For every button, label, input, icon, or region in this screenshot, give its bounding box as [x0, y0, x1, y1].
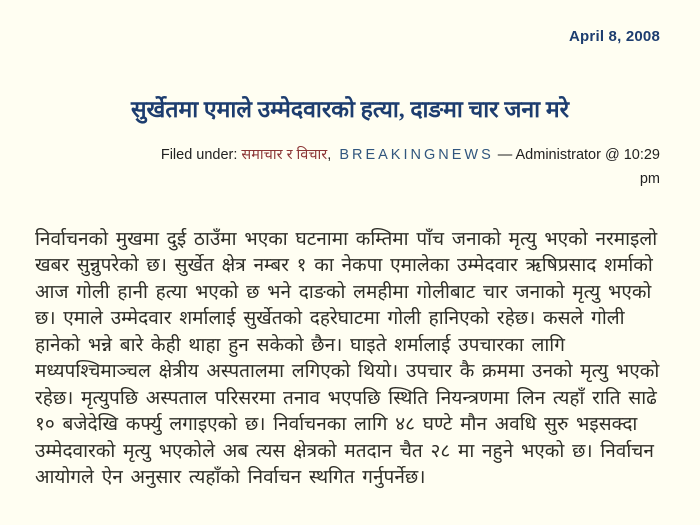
category-link-samachar-ra-bichar[interactable]: समाचार र विचार: [241, 146, 328, 163]
post-date: April 8, 2008: [569, 28, 660, 45]
category-link-breaking-news[interactable]: BREAKINGNEWS: [339, 146, 494, 163]
post-meta: [100, 143, 660, 191]
filed-under-label: Filed under:: [160, 146, 238, 163]
post-title[interactable]: सुर्खेतमा एमाले उम्मेदवारको हत्या, दाङमा चार जना मरे: [130, 97, 570, 122]
post-time-suffix: pm: [639, 170, 660, 187]
post-body-text: निर्वाचनको मुखमा दुई ठाउँमा भएका घटनामा कम्तिमा पाँच जनाको मृत्यु भएको नरमाइलो खबर सुन्नुपरेको छ। सुर्खेत क्षेत्र नम्बर १ का नेकपा एमालेका उम्मेदवार ऋषिप्रसाद शर्माको आज गोली हानी हत्या भएको छ भने दाङको लमहीमा गोलीबाट चार जनाको मृत्यु भएको छ। एमाले उम्मेदवार शर्मालाई सुर्खेतको दहरेघाटमा गोली हानिएको रहेछ। कसले गोली हानेको भन्ने बारे केही थाहा हुन सकेको छैन। घाइते शर्मालाई उपचारका लागि मध्यपश्चिमाञ्चल क्षेत्रीय अस्पतालमा लगिएको थियो। उपचार कै क्रममा उनको मृत्यु भएको रहेछ। मृत्युपछि अस्पताल परिसरमा तनाव भएपछि स्थिति नियन्त्रणमा लिन त्यहाँ राति साढे १० बजेदेखि कर्फ्यु लगाइएको छ। निर्वाचनका लागि ४८ घण्टे मौन अवधि सुरु भइसक्दा उम्मेदवारको मृत्यु भएकोले अब त्यस क्षेत्रको मतदान चैत २८ मा नहुने भएको छ। निर्वाचन आयोगले ऐन अनुसार त्यहाँको निर्वाचन स्थगित गर्नुपर्नेछ।: [35, 228, 660, 489]
meta-separator: ,: [327, 146, 332, 163]
post-author-time: — Administrator @ 10:29: [497, 146, 660, 163]
